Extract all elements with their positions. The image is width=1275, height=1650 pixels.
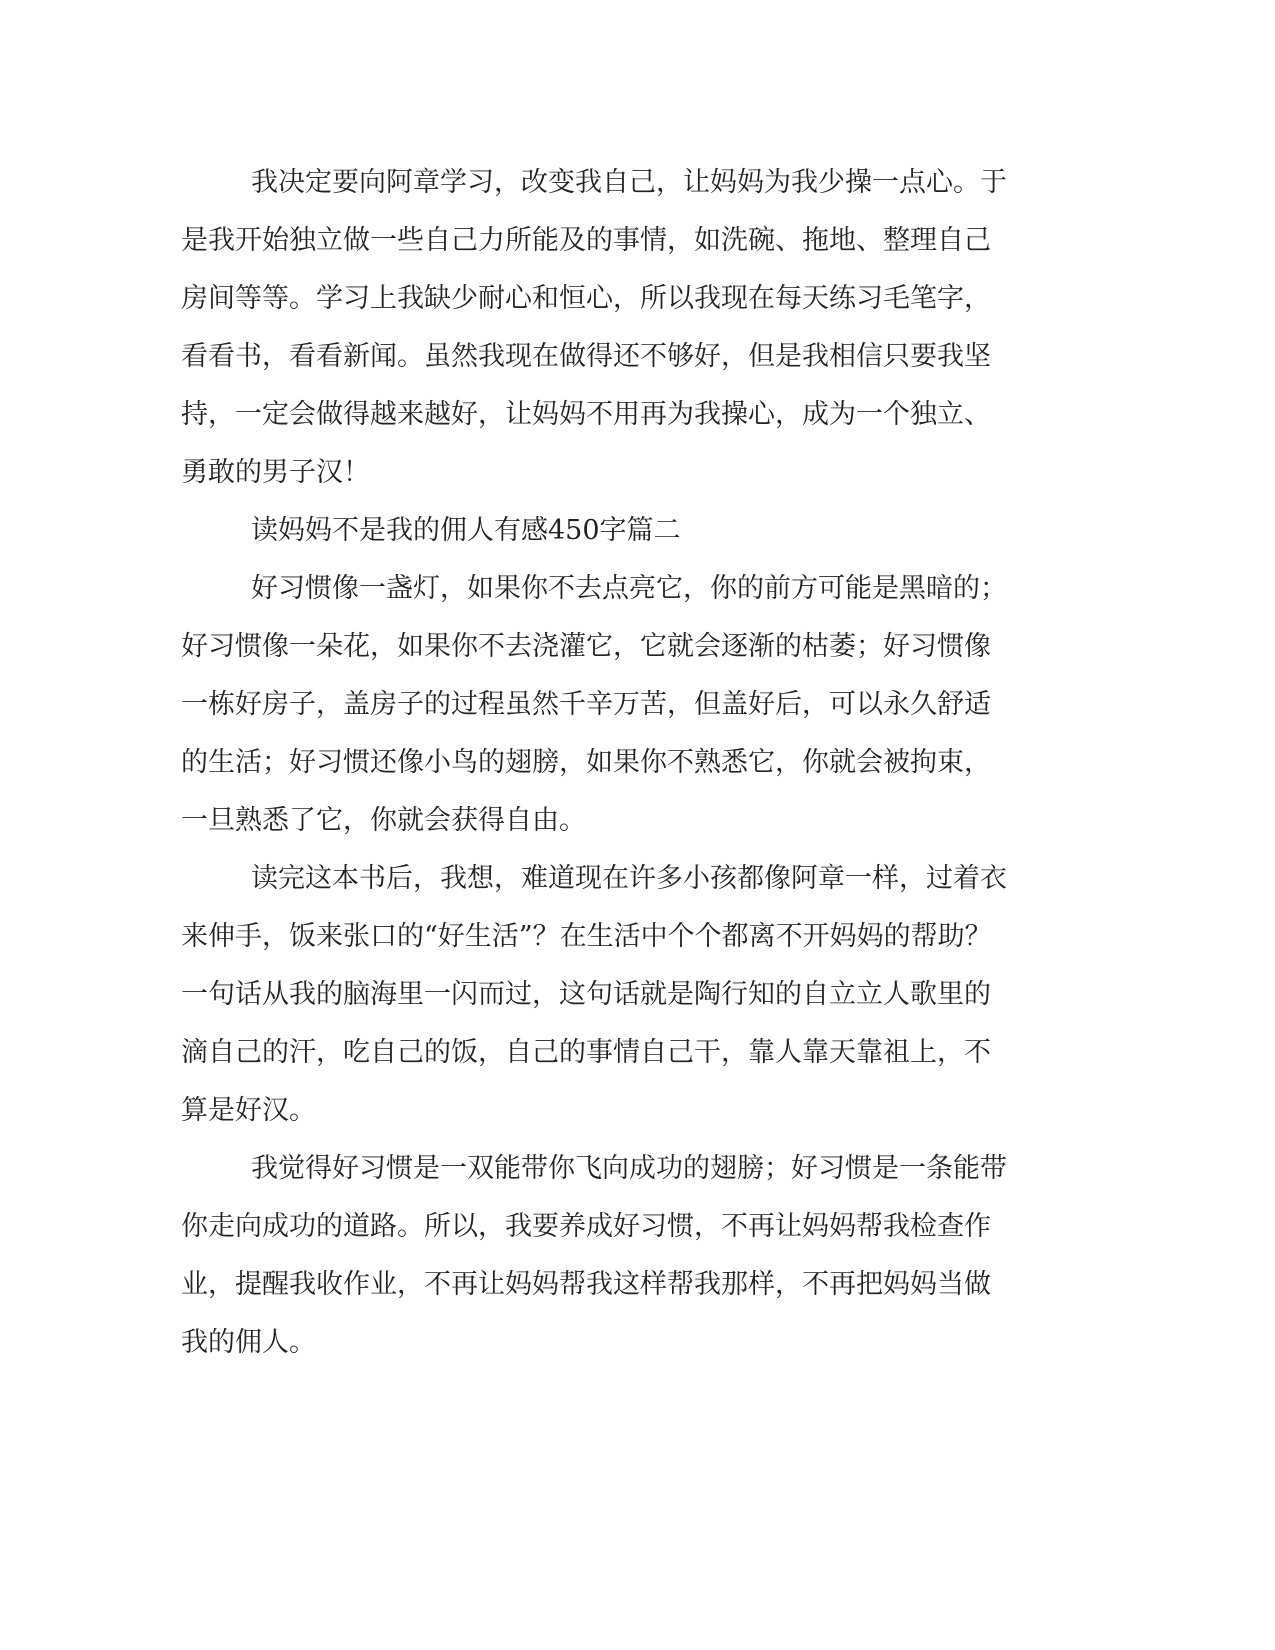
paragraph-line: 我决定要向阿章学习，改变我自己，让妈妈为我少操一点心。于 — [251, 167, 1007, 198]
paragraph-line: 持，一定会做得越来越好，让妈妈不用再为我操心，成为一个独立、 — [181, 399, 991, 430]
paragraph-line: 来伸手，饭来张口的“好生活”？在生活中个个都离不开妈妈的帮助？ — [181, 921, 992, 952]
section-heading: 读妈妈不是我的佣人有感450字篇二 — [251, 515, 681, 546]
paragraph-line: 我的佣人。 — [181, 1327, 316, 1358]
paragraph-line: 是我开始独立做一些自己力所能及的事情，如洗碗、拖地、整理自己 — [181, 225, 991, 256]
paragraph-line: 房间等等。学习上我缺少耐心和恒心，所以我现在每天练习毛笔字， — [181, 283, 991, 314]
paragraph-line: 滴自己的汗，吃自己的饭，自己的事情自己干，靠人靠天靠祖上，不 — [181, 1037, 991, 1068]
paragraph-line: 看看书，看看新闻。虽然我现在做得还不够好，但是我相信只要我坚 — [181, 341, 991, 372]
paragraph-line: 好习惯像一盏灯，如果你不去点亮它，你的前方可能是黑暗的； — [251, 573, 1007, 604]
paragraph-line: 我觉得好习惯是一双能带你飞向成功的翅膀；好习惯是一条能带 — [251, 1153, 1007, 1184]
paragraph-line: 算是好汉。 — [181, 1095, 316, 1126]
paragraph-line: 勇敢的男子汉！ — [181, 457, 370, 488]
paragraph-line: 好习惯像一朵花，如果你不去浇灌它，它就会逐渐的枯萎；好习惯像 — [181, 631, 991, 662]
paragraph-line: 读完这本书后，我想，难道现在许多小孩都像阿章一样，过着衣 — [251, 863, 1007, 894]
paragraph-line: 业，提醒我收作业，不再让妈妈帮我这样帮我那样，不再把妈妈当做 — [181, 1269, 991, 1300]
paragraph-line: 的生活；好习惯还像小鸟的翅膀，如果你不熟悉它，你就会被拘束， — [181, 747, 991, 778]
paragraph-line: 一栋好房子，盖房子的过程虽然千辛万苦，但盖好后，可以永久舒适 — [181, 689, 991, 720]
paragraph-line: 一旦熟悉了它，你就会获得自由。 — [181, 805, 586, 836]
paragraph-line: 一句话从我的脑海里一闪而过，这句话就是陶行知的自立立人歌里的 — [181, 979, 991, 1010]
paragraph-line: 你走向成功的道路。所以，我要养成好习惯，不再让妈妈帮我检查作 — [181, 1211, 991, 1242]
